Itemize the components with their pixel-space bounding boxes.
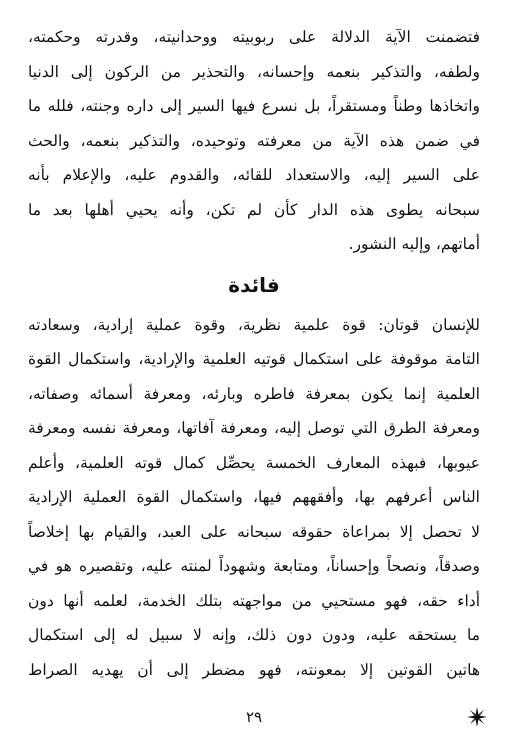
star-icon: [466, 706, 488, 728]
text-line: ما يستحقه عليه، ودون دون ذلك، وإنه لا سبيل له إلى استكمال: [28, 626, 480, 644]
text-line: عيوبها، فبهذه المعارف الخمسة يحصِّل كمال قوته العلمية، وأعلم: [28, 453, 480, 472]
text-line: هاتين القوتين إلا بمعونته، فهو مضطر إلى أن يهديه الصراط: [28, 660, 480, 679]
page-footer: [0, 706, 508, 736]
text-line: في ضمن هذه الآية من معرفته وتوحيده، والتذكير بنعمه، والحث: [28, 131, 480, 150]
text-line: ومعرفة الطرق التي توصل إليه، ومعرفة آفاتها، ومعرفة نفسه ومعرفة: [28, 419, 480, 437]
text-line: العلمية إنما يكون بمعرفة فاطره وبارئه، ومعرفة أسمائه وصفاته،: [28, 384, 480, 403]
text-line: لا تحصل إلا بمراعاة حقوقه سبحانه على العبد، والقيام بها إخلاصاً: [28, 522, 480, 541]
text-line: واتخاذها وطناً ومستقراً، بل نسرع فيها السير إلى داره وجنته، فلله ما: [28, 97, 480, 115]
text-line: ولطفه، والتذكير بنعمه وإحسانه، والتحذير من الركون إلى الدنيا: [28, 62, 480, 81]
text-line: وصدقاً، ونصحاً وإحساناً، ومتابعة وشهوداً لمنته عليه، وتقصيره هو في: [28, 557, 480, 575]
text-line: الناس أعرفهم بها، وأفقههم فيها، واستكمال القوة العملية الإرادية: [28, 488, 480, 506]
text-line: التامة موقوفة على استكمال قوتيه العلمية والإرادية، واستكمال القوة: [28, 350, 480, 368]
paragraph-2: [28, 308, 480, 688]
section-heading: [28, 262, 480, 308]
text-line: أماتهم، وإليه النشور.: [348, 235, 480, 253]
page-number: ٢٩: [245, 708, 263, 726]
text-line: سبحانه يطوى هذه الدار كأن لم تكن، وأنه يحيي أهلها بعد ما: [28, 200, 480, 219]
text-line: أداء حقه، فهو مستحيي من مواجهته بتلك الخدمة، لعلمه أنها دون: [28, 591, 480, 610]
section-heading-text: فائدة: [228, 272, 280, 297]
text-line: للإنسان قوتان: قوة علمية نظرية، وقوة عملية إرادية، وسعادته: [28, 315, 480, 334]
page-body: [28, 20, 480, 730]
paragraph-1: [28, 20, 480, 262]
text-line: على السير إليه، والاستعداد للقائه، والقدوم عليه، والإعلام بأنه: [28, 166, 480, 184]
text-line: فتضمنت الآية الدلالة على ربوبيته ووحدانيته، وقدرته وحكمته،: [28, 28, 480, 46]
